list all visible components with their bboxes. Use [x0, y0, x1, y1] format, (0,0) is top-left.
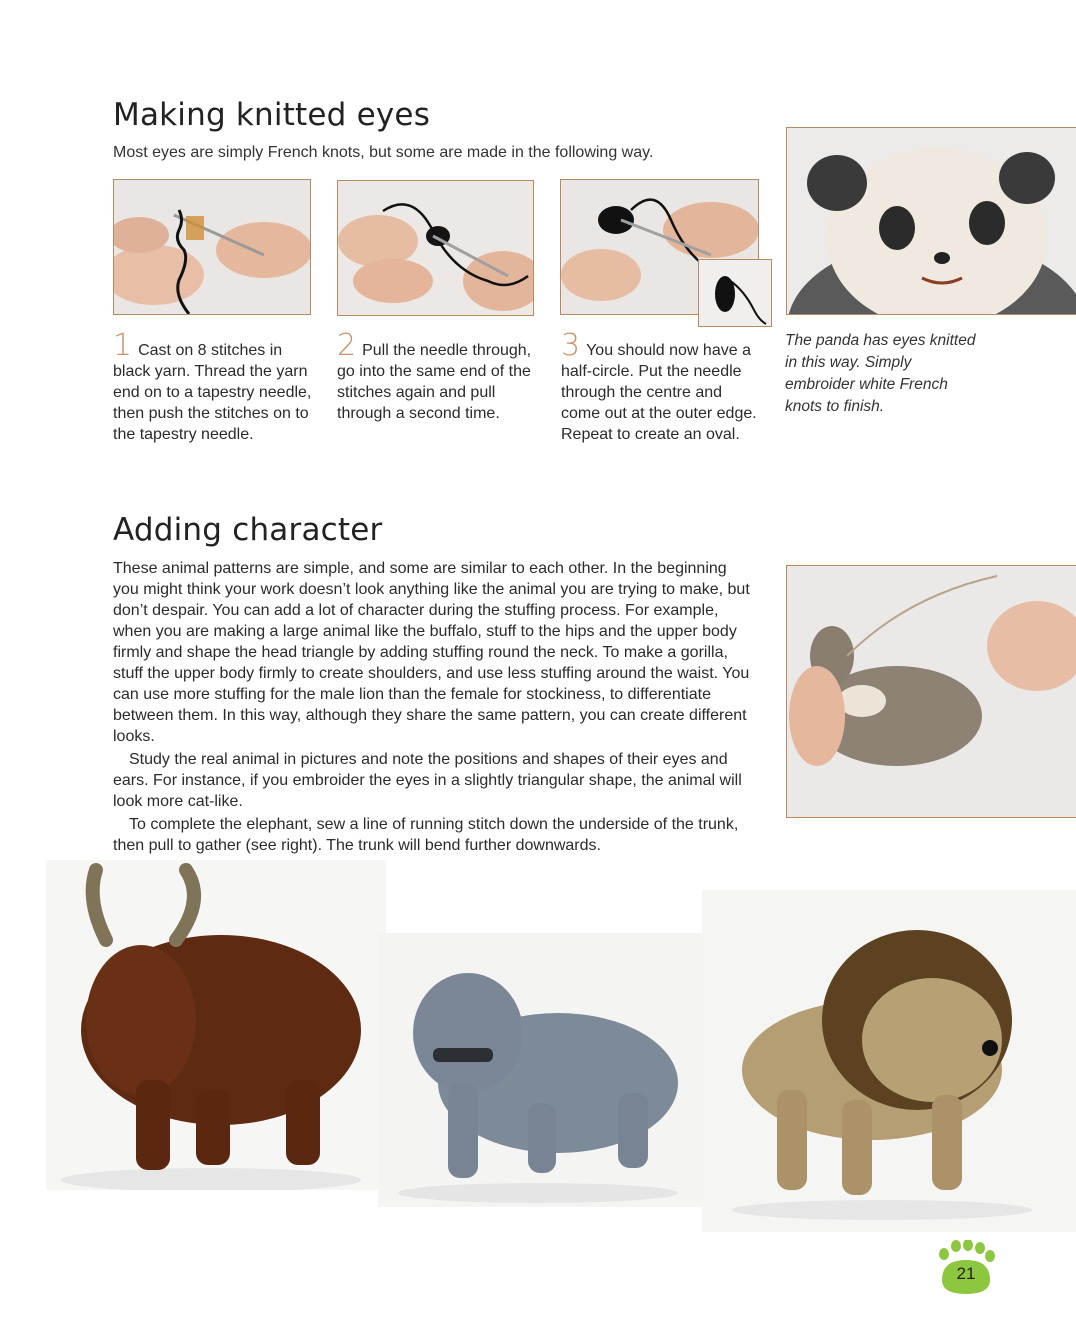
step-2-photo	[337, 180, 534, 316]
step-number: 2	[337, 328, 357, 363]
step-2	[337, 328, 535, 424]
buffalo-photo	[46, 860, 386, 1190]
step-1-photo	[113, 179, 311, 315]
panda-photo	[786, 127, 1076, 315]
elephant-trunk-photo	[786, 565, 1076, 818]
paragraph: To complete the elephant, sew a line of running stitch down the underside of the trunk, then pull to gather (see right). The trunk will bend further downwards.	[113, 816, 739, 854]
step-text: Cast on 8 stitches in black yarn. Thread the yarn end on to a tapestry needle, then push the stitches on to the tapestry needle.	[113, 342, 312, 443]
page-number: 21	[956, 1264, 976, 1283]
section-title-knitted-eyes: Making knitted eyes	[113, 97, 431, 133]
page-number-badge	[936, 1240, 996, 1296]
step-number: 1	[113, 328, 133, 363]
adding-character-body	[113, 558, 753, 856]
step-text: Pull the needle through, go into the same end of the stitches again and pull through a second time.	[337, 342, 532, 422]
step-text: You should now have a half-circle. Put the needle through the centre and come out at the outer edge. Repeat to create an oval.	[561, 342, 757, 443]
step-3	[561, 328, 761, 445]
gorilla-photo	[378, 933, 702, 1207]
paragraph: Study the real animal in pictures and note the positions and shapes of their eyes and ears. For instance, if you embroider the eyes in a slightly triangular shape, the animal will look more cat-like.	[113, 751, 742, 810]
section-title-adding-character: Adding character	[113, 512, 383, 548]
paragraph: These animal patterns are simple, and some are similar to each other. In the beginning you might think your work doesn’t look anything like the animal you are trying to make, but don’t despair. You can add a lot of character during the stuffing process. For example, when you are making a large animal like the buffalo, stuff to the hips and the upper body firmly and shape the head triangle by adding stuffing round the neck. To make a gorilla, stuff the upper body firmly to create shoulders, and use less stuffing around the waist. You can use more stuffing for the male lion than the female for stockiness, to differentiate between them. In this way, although they share the same pattern, you can create different looks.	[113, 560, 750, 745]
section-intro: Most eyes are simply French knots, but some are made in the following way.	[113, 144, 654, 161]
step-1	[113, 328, 313, 445]
lion-photo	[702, 890, 1076, 1232]
step-number: 3	[561, 328, 581, 363]
step-3-inset-photo	[698, 259, 772, 327]
panda-caption: The panda has eyes knitted in this way. Simply embroider white French knots to finish.	[785, 332, 976, 415]
